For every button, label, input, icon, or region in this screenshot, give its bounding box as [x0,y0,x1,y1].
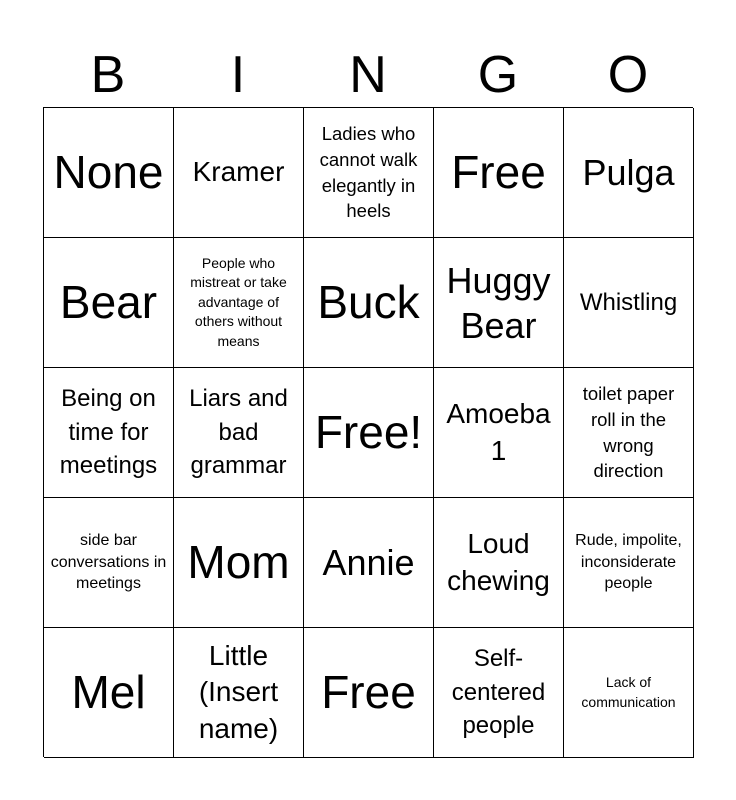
cell-text: Lack of communication [581,673,676,710]
cell-text: Loud chewing [447,528,550,596]
cell-text: toilet paper roll in the wrong direction [582,382,675,482]
bingo-cell[interactable] [564,108,694,238]
bingo-cell[interactable] [174,238,304,368]
bingo-cell[interactable] [564,498,694,628]
bingo-cell[interactable] [174,108,304,238]
cell-text: Free [451,146,546,199]
cell-text: Self-centered people [451,645,546,740]
header-letter-g: G [477,46,519,104]
cell-text: side bar conversations in meetings [50,532,167,593]
cell-text: Being on time for meetings [59,385,158,480]
bingo-cell[interactable] [44,628,174,758]
cell-text: Kramer [192,156,285,188]
bingo-cell[interactable] [564,238,694,368]
bingo-cell[interactable] [434,498,564,628]
cell-text: Amoeba 1 [446,398,551,466]
cell-text: Huggy Bear [446,259,551,346]
bingo-cell[interactable] [434,368,564,498]
header-letter-o: O [607,46,649,104]
bingo-header [43,44,693,106]
cell-text: Free [321,666,416,719]
bingo-cell[interactable] [434,108,564,238]
cell-text: Pulga [582,152,675,193]
bingo-cell[interactable] [44,238,174,368]
bingo-cell[interactable] [174,498,304,628]
bingo-cell[interactable] [304,108,434,238]
cell-text: Little (Insert name) [198,639,279,744]
bingo-cell[interactable] [304,498,434,628]
bingo-cell[interactable] [44,368,174,498]
cell-text: Annie [322,542,415,583]
bingo-cell[interactable] [44,498,174,628]
bingo-cell[interactable] [304,368,434,498]
header-letter-b: B [90,46,126,104]
bingo-cell[interactable] [564,628,694,758]
cell-text: Whistling [579,288,678,316]
cell-text: Bear [59,276,158,329]
cell-text: None [53,146,164,199]
bingo-cell[interactable] [174,628,304,758]
bingo-cell[interactable] [44,108,174,238]
bingo-cell[interactable] [564,368,694,498]
cell-text: Liars and bad grammar [189,385,288,480]
bingo-cell[interactable] [434,238,564,368]
cell-text: Rude, impolite, inconsiderate people [575,532,682,593]
cell-text: Ladies who cannot walk elegantly in heels [319,122,418,222]
bingo-cell[interactable] [304,238,434,368]
cell-text: Free! [314,406,423,459]
bingo-cell[interactable] [174,368,304,498]
cell-text: Mel [71,666,146,719]
cell-text: People who mistreat or take advantage of others without means [190,254,287,349]
bingo-cell[interactable] [304,628,434,758]
bingo-board [43,107,693,757]
cell-text: Buck [317,276,420,329]
cell-text: Mom [187,536,290,589]
header-letter-n: N [349,46,387,104]
bingo-cell[interactable] [434,628,564,758]
header-letter-i: I [230,46,246,104]
